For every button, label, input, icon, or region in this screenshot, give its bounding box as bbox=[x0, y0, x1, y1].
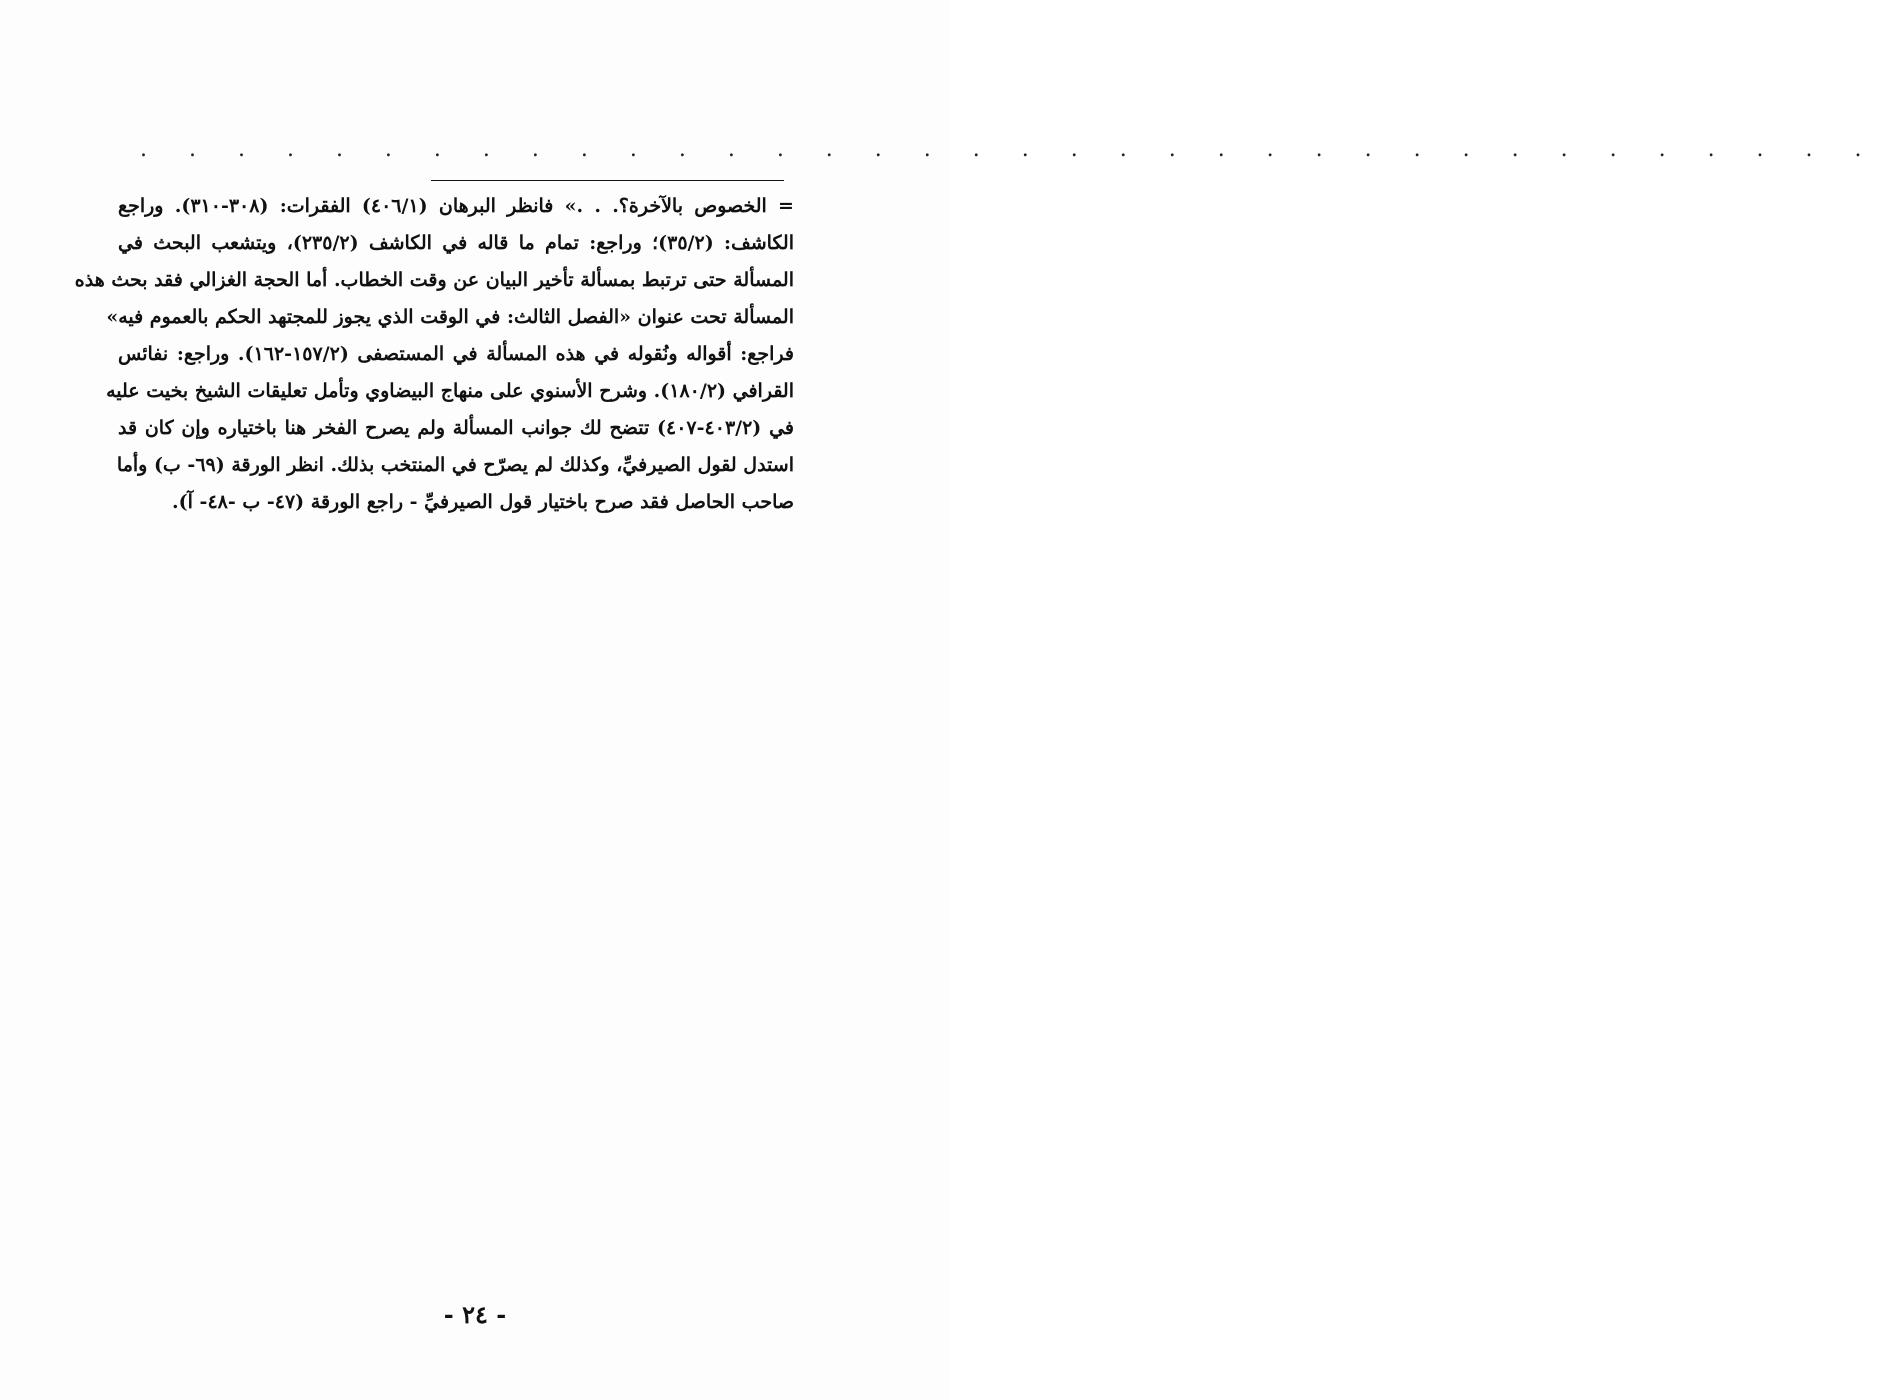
dotted-separator: . . . . . . . . . . . . . . . . . . . . . . . . . . . . . . . . . . . . bbox=[140, 137, 1879, 162]
page-number: - ٢٤ - bbox=[443, 1300, 507, 1329]
footnote-line: فراجع: أقواله ونُقوله في هذه المسألة في المستصفى (١٥٧/٢-١٦٢). وراجع: نفائس bbox=[118, 343, 794, 365]
footnote-line: المسألة حتى ترتبط بمسألة تأخير البيان عن وقت الخطاب. أما الحجة الغزالي فقد بحث هذه bbox=[74, 269, 794, 291]
footnote-line: = الخصوص بالآخرة؟. . .» فانظر البرهان (٤٠٦/١) الفقرات: (٣٠٨-٣١٠). وراجع bbox=[118, 195, 794, 217]
footnote-line: القرافي (١٨٠/٢). وشرح الأسنوي على منهاج البيضاوي وتأمل تعليقات الشيخ بخيت عليه bbox=[106, 380, 794, 402]
footnote-line: استدل لقول الصيرفيِّ، وكذلك لم يصرّح في المنتخب بذلك. انظر الورقة (٦٩- ب) وأما bbox=[116, 454, 794, 476]
footnote-text bbox=[74, 188, 795, 521]
footnote-line: المسألة تحت عنوان «الفصل الثالث: في الوقت الذي يجوز للمجتهد الحكم بالعموم فيه» bbox=[106, 306, 794, 328]
footnote-line: الكاشف: (٣٥/٢)؛ وراجع: تمام ما قاله في الكاشف (٢٣٥/٢)، ويتشعب البحث في bbox=[118, 232, 795, 254]
footnote-rule bbox=[431, 180, 784, 181]
footnote-line: في (٤٠٣/٢-٤٠٧) تتضح لك جوانب المسألة ولم يصرح الفخر هنا باختياره وإن كان قد bbox=[118, 417, 794, 439]
footnote-line: صاحب الحاصل فقد صرح باختيار قول الصيرفيِّ - راجع الورقة (٤٧- ب -٤٨- آ). bbox=[172, 491, 794, 513]
